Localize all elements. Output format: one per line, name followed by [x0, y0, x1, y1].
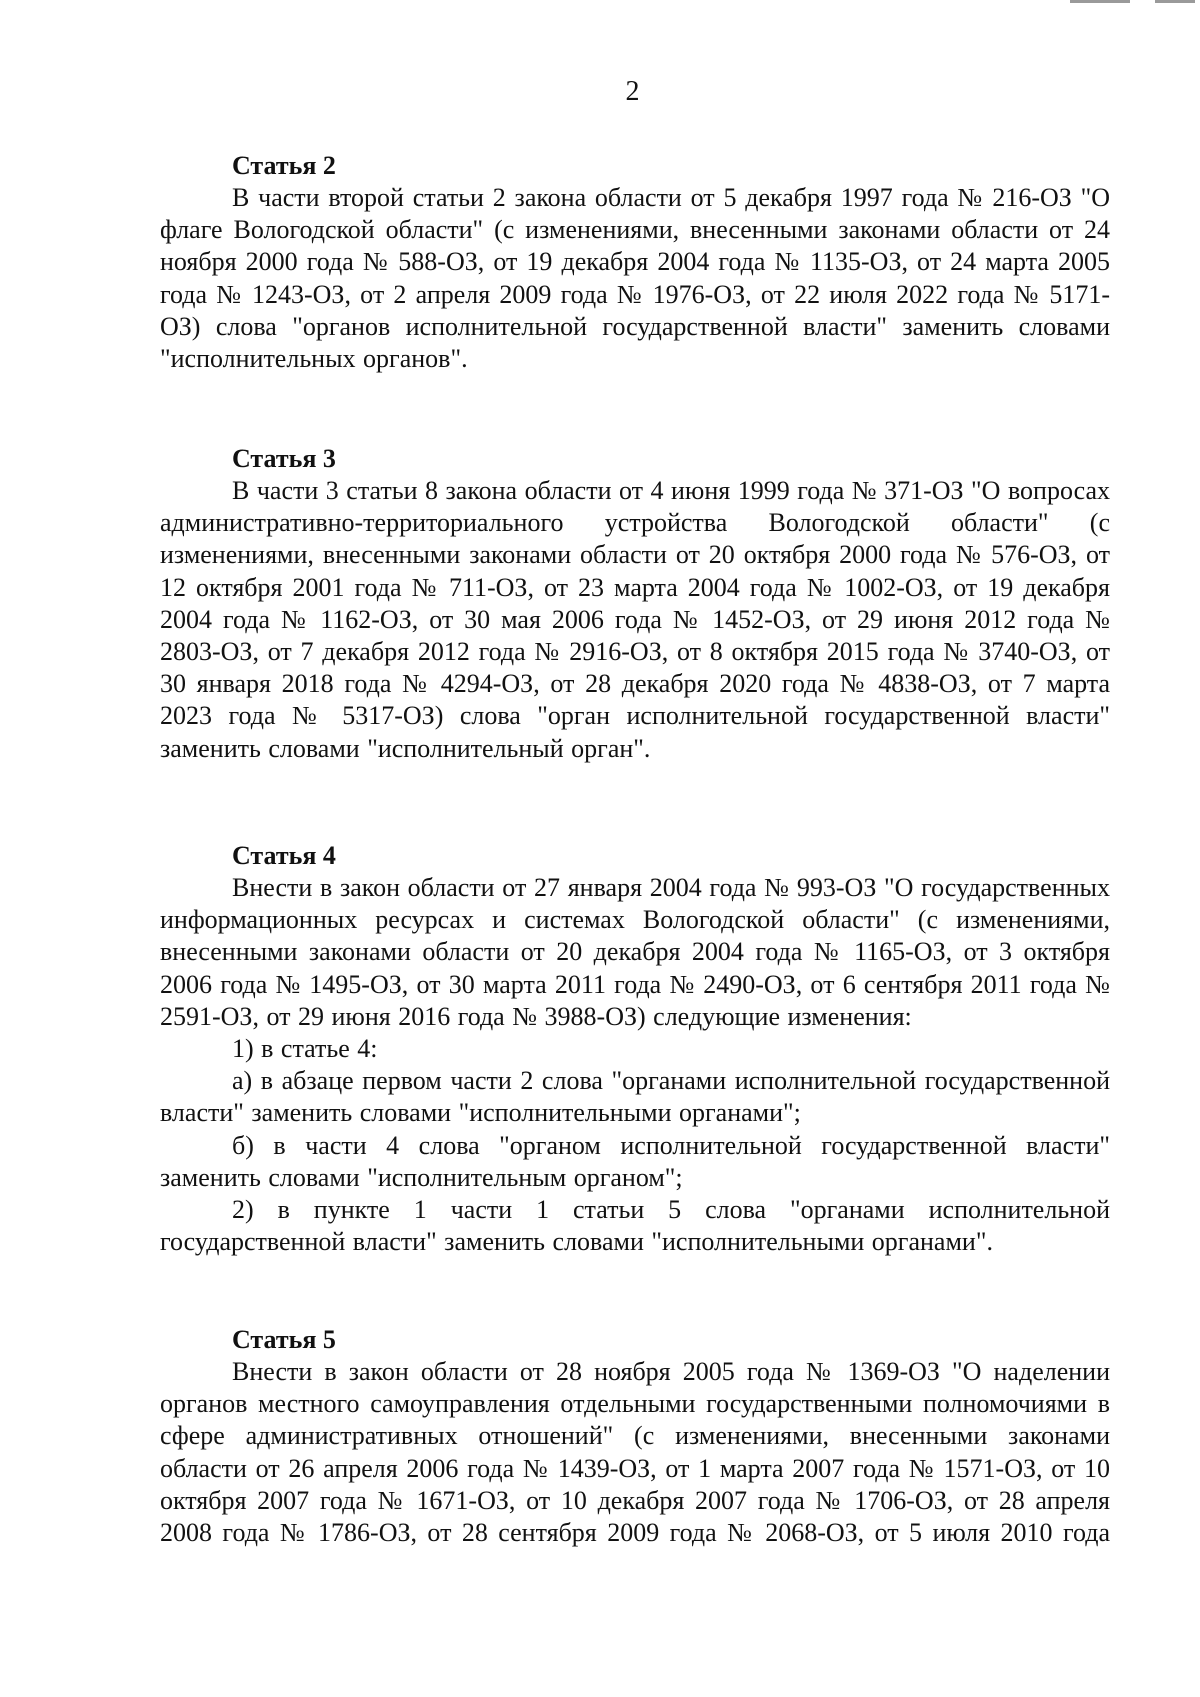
- list-item: 2) в пункте 1 части 1 статьи 5 слова "органами исполнительной государственной власти" заменить словами "исполнительными органами".: [160, 1195, 1110, 1257]
- article-paragraph: Внести в закон области от 27 января 2004 года № 993-ОЗ "О государственных информационных ресурсах и системах Вологодской области" (с изменениями, внесенными законами области от 20 декабря 2004 года № 1165-ОЗ, от 3 октября 2006 года № 1495-ОЗ, от 30 марта 2011 года № 2490-ОЗ, от 6 сентября 2011 года № 2591-ОЗ, от 29 июня 2016 года № 3988-ОЗ) следующие изменения:: [160, 873, 1110, 1031]
- article-title: Статья 5: [232, 1325, 336, 1354]
- article-title: Статья 3: [232, 444, 336, 473]
- article-paragraph: В части 3 статьи 8 закона области от 4 июня 1999 года № 371-ОЗ "О вопросах административно-территориального устройства Вологодской области" (с изменениями, внесенными законами области от 20 октября 2000 года № 576-ОЗ, от 12 октября 2001 года № 711-ОЗ, от 23 марта 2004 года № 1002-ОЗ, от 19 декабря 2004 года № 1162-ОЗ, от 30 мая 2006 года № 1452-ОЗ, от 29 июня 2012 года № 2803-ОЗ, от 7 декабря 2012 года № 2916-ОЗ, от 8 октября 2015 года № 3740-ОЗ, от 30 января 2018 года № 4294-ОЗ, от 28 декабря 2020 года № 4838-ОЗ, от 7 марта 2023 года № 5317-ОЗ) слова "орган исполнительной государственной власти" заменить словами "исполнительный орган".: [160, 476, 1110, 763]
- scan-edge-mark: [1060, 0, 1200, 6]
- page-number: 2: [625, 76, 640, 107]
- list-item: 1) в статье 4:: [232, 1034, 378, 1064]
- article-5: [160, 1324, 1110, 1549]
- article-paragraph: В части второй статьи 2 закона области от 5 декабря 1997 года № 216-ОЗ "О флаге Вологодской области" (с изменениями, внесенными законами области от 24 ноября 2000 года № 588-ОЗ, от 19 декабря 2004 года № 1135-ОЗ, от 24 марта 2005 года № 1243-ОЗ, от 2 апреля 2009 года № 1976-ОЗ, от 22 июля 2022 года № 5171-ОЗ) слова "органов исполнительной государственной власти" заменить словами "исполнительных органов".: [160, 183, 1110, 374]
- article-title: Статья 4: [232, 841, 336, 870]
- article-paragraph: Внести в закон области от 28 ноября 2005 года № 1369-ОЗ "О наделении органов местного самоуправления отдельными государственными полномочиями в сфере административных отношений" (с изменениями, внесенными законами области от 26 апреля 2006 года № 1439-ОЗ, от 1 марта 2007 года № 1571-ОЗ, от 10 октября 2007 года № 1671-ОЗ, от 10 декабря 2007 года № 1706-ОЗ, от 28 апреля 2008 года № 1786-ОЗ, от 28 сентября 2009 года № 2068-ОЗ, от 5 июля 2010 года: [160, 1357, 1110, 1548]
- article-2: [160, 150, 1110, 375]
- list-item: б) в части 4 слова "органом исполнительной государственной власти" заменить словами "исполнительным органом";: [160, 1130, 1110, 1192]
- article-4: [160, 840, 1110, 1258]
- article-title: Статья 2: [232, 151, 336, 180]
- list-item: а) в абзаце первом части 2 слова "органами исполнительной государственной власти" заменить словами "исполнительными органами";: [160, 1066, 1110, 1128]
- article-3: [160, 443, 1110, 765]
